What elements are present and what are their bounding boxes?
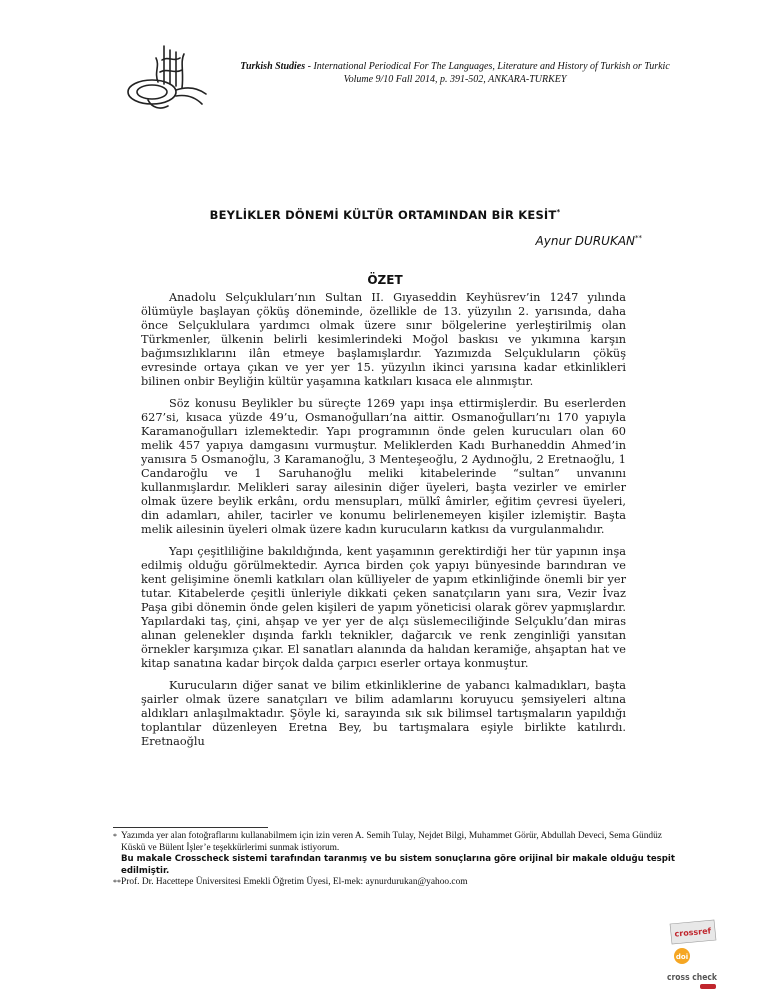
doi-badge-icon <box>674 948 690 964</box>
footnote-text: Yazımda yer alan fotoğraflarını kullanabilmem için izin veren A. Semih Tulay, Nejdet Bilgi, Muhammet Görür, Abdullah Deveci, Sema Gündüz Küskü ve Bülent İşler’e teşekkürlerimi sunmak istiyorum. <box>121 831 662 853</box>
article-title <box>130 208 640 222</box>
footnotes <box>113 831 683 889</box>
crosscheck-badge-label: cross check <box>667 973 718 983</box>
author-footnote-mark: ** <box>635 234 642 242</box>
abstract-paragraph: Söz konusu Beylikler bu süreçte 1269 yapı inşa ettirmişlerdir. Bu eserlerden 627’si, kısaca yüzde 49’u, Osmanoğulları’na aittir. Osmanoğulları’nı 170 yapıyla Karamanoğulları izlemektedir. Yapı programının önde gelen kurucuları olan 60 melik 457 yapıya damgasını vurmuştur. Meliklerden Kadı Burhaneddin Ahmed’in yanısıra 5 Osmanoğlu, 3 Karamanoğlu, 3 Menteşeoğlu, 2 Aydınoğlu, 2 Eretnaoğlu, 1 Candaroğlu ve 1 Saruhanoğlu meliki kitabelerinde “sultan” unvanını kullanmışlardır. Melikleri saray ailesinin diğer üyeleri, başta vezirler ve emirler olmak üzere beylik erkânı, ordu mensupları, mülkî âmirler, eğitim çevresi üyeleri, din adamları, ahiler, tacirler ve konumu belirlenemeyen kişiler izlemiştir. Başta melik ailesinin üyeleri olmak üzere kadın kurucuların katkısı da vurgulanmalıdır. <box>141 397 626 536</box>
journal-subtitle: - International Periodical For The Languages, Literature and History of Turkish or Turkic <box>305 61 670 72</box>
doi-badge-label: doi <box>675 953 689 961</box>
footnote-mark: * <box>113 832 117 841</box>
abstract-heading: ÖZET <box>367 273 403 287</box>
abstract-paragraph: Anadolu Selçukluları’nın Sultan II. Gıyaseddin Keyhüsrev’in 1247 yılında ölümüyle başlayan çöküş döneminde, özellikle de 13. yüzyılın 2. yarısında, daha önce Selçuklulara yardımcı olmak üzere sınır bölgelerine yerleştirilmiş olan Türkmenler, ülkenin belirli kesimlerindeki Moğol baskısı ve yıkımına karşın bağımsızlıklarını ilân etmeye başlamışlardır. Yazımızda Selçukluların çöküş evresinde ortaya çıkan ve yer yer 15. yüzyılın ikinci yarısına kadar etkinlikleri bilinen onbir Beyliğin kültür yaşamına katkıları kısaca ele alınmıştır. <box>141 291 626 388</box>
indexing-badges <box>664 918 720 994</box>
journal-name: Turkish Studies <box>240 61 306 72</box>
footnote-text: Prof. Dr. Hacettepe Üniversitesi Emekli Öğretim Üyesi, El-mek: aynurdurukan@yahoo.com <box>121 877 468 888</box>
abstract-body <box>141 291 626 749</box>
article-author <box>536 234 642 248</box>
footnote-divider <box>113 827 268 828</box>
crossref-badge-icon <box>670 920 716 944</box>
footnote-1 <box>113 831 683 854</box>
crossref-badge-label: crossref <box>674 926 712 939</box>
issue-line: Volume 9/10 Fall 2014, p. 391-502, ANKARA-TURKEY <box>343 74 567 85</box>
footnote-2 <box>113 877 683 889</box>
article-title-text: BEYLİKLER DÖNEMİ KÜLTÜR ORTAMINDAN BİR KESİT <box>209 208 557 222</box>
crosscheck-note: Bu makale Crosscheck sistemi tarafından taranmış ve bu sistem sonuçlarına göre orijinal bir makale olduğu tespit edilmiştir. <box>121 854 675 876</box>
title-footnote-mark: * <box>556 208 561 217</box>
footnote-mark: ** <box>113 878 121 888</box>
journal-header <box>210 60 700 86</box>
journal-tughra-logo-icon <box>118 42 210 114</box>
author-name: Aynur DURUKAN <box>535 234 635 248</box>
abstract-paragraph: Yapı çeşitliliğine bakıldığında, kent yaşamının gerektirdiği her tür yapının inşa edilmiş olduğu görülmektedir. Ayrıca birden çok yapıyı bünyesinde barındıran ve kent gelişimine önemli katkıları olan külliyeler de yapım etkinliğinde önemli bir yer tutar. Kitabelerde çeşitli ünleriyle dikkati çeken sanatçıların yanı sıra, Vezir İvaz Paşa gibi dönemin önde gelen kişileri de yapım yöneticisi olarak görev yapmışlardır. Yapılardaki taş, çini, ahşap ve yer yer de alçı süslemeciliğinde Selçuklu’dan miras alınan gelenekler dışında farklı teknikler, dağarcık ve renk zenginliği yansıtan örnekler karşımıza çıkar. El sanatları alanında da halıdan keramiğe, ahşaptan hat ve kitap sanatına kadar birçok dalda çarpıcı eserler ortaya konmuştur. <box>141 545 626 670</box>
abstract-paragraph: Kurucuların diğer sanat ve bilim etkinliklerine de yabancı kalmadıkları, başta şairler olmak üzere sanatçıları ve bilim adamlarını koruyucu şemsiyeleri altına aldıkları anlaşılmaktadır. Şöyle ki, sarayında sık sık bilimsel tartışmaların yapıldığı toplantılar düzenleyen Eretna Bey, bu tartışmalara eşiyle birlikte katılırdı. Eretnaoğlu <box>141 679 626 748</box>
crosscheck-badge-icon <box>667 973 718 989</box>
